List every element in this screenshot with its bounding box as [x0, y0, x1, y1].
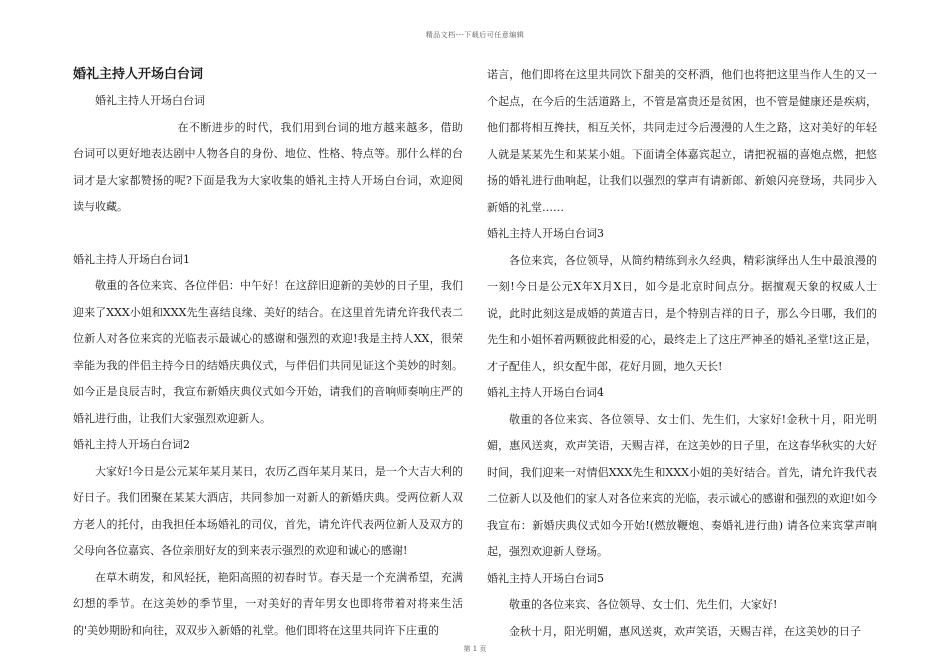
section-heading-2: 婚礼主持人开场白台词2: [73, 438, 190, 451]
section-5-paragraph-2: 金秋十月，阳光明媚，惠风送爽，欢声笑语，天赐吉祥，在这美妙的日子: [509, 624, 861, 638]
document-title: 婚礼主持人开场白台词: [73, 67, 204, 82]
section-1-paragraph: 敬重的各位来宾、各位伴侣：中午好！在这辞旧迎新的美妙的日子里，我们迎来了XXX小姐和XXX先生喜结良缘、美好的结合。在这里首先请允许我代表二位新人对各位来宾的光临表示最诚心的感谢和强烈的欢迎!我是主持人XX，很荣幸能为我的伴侣主持今日的结婚庆典仪式，与伴侣们共同见证这个美妙的时刻。如今正是良辰吉时，我宣布新婚庆典仪式如今开始，请我们的音响师奏响庄严的婚礼进行曲，让我们大家强烈欢迎新人。: [73, 279, 463, 425]
section-2-continuation: 诺言，他们即将在这里共同饮下甜美的交杯酒，他们也将把这里当作人生的又一个起点，在今后的生活道路上，不管是富贵还是贫困，也不管是健康还是疾病，他们都将相互搀扶，相互关怀，共同走过今后漫漫的人生之路，这对美好的年轻人就是某某先生和某某小姐。下面请全体嘉宾起立，请把祝福的喜炮点燃，把悠扬的婚礼进行曲响起，让我们以强烈的掌声有请新郎、新娘闪亮登场，共同步入新婚的礼堂……: [487, 68, 877, 214]
section-heading-4: 婚礼主持人开场白台词4: [487, 386, 604, 399]
page-number: 第 1 页: [463, 645, 487, 653]
section-3-paragraph: 各位来宾，各位领导，从简约精练到永久经典，精彩演绎出人生中最浪漫的一刻!今日是公元X年X月X日，如今是北京时间点分。据擅观天象的权威人士说，此时此刻这是成婚的黄道吉日，是个特别吉祥的日子，那么今日哪，我们的先生和小姐怀着两颗彼此相爱的心，最终走上了这庄严神圣的婚礼圣堂!这正是，才子配佳人，织女配牛郎，花好月圆，地久天长!: [487, 253, 877, 373]
section-heading-3: 婚礼主持人开场白台词3: [487, 227, 604, 240]
intro-paragraph: 在不断进步的时代，我们用到台词的地方越来越多，借助台词可以更好地表达剧中人物各自的身份、地位、性格、特点等。那什么样的台词才是大家都赞扬的呢?下面是我为大家收集的婚礼主持人开场白台词，欢迎阅读与收藏。: [73, 120, 463, 213]
section-heading-5: 婚礼主持人开场白台词5: [487, 571, 604, 585]
section-4-paragraph: 敬重的各位来宾、各位领导、女士们、先生们，大家好!金秋十月，阳光明媚，惠风送爽，欢声笑语，天赐吉祥，在这美妙的日子里，在这春华秋实的大好时间，我们迎来一对情侣XXX先生和XXX小姐的美好结合。首先，请允许我代表二位新人以及他们的家人对各位来宾的光临，表示诚心的感谢和强烈的欢迎!如今我宣布：新婚庆典仪式如今开始!(燃放鞭炮、奏婚礼进行曲) 请各位来宾掌声响起，强烈欢迎新人登场。: [487, 412, 877, 558]
blank-line: [73, 221, 463, 247]
section-5-paragraph-1: 敬重的各位来宾、各位领导、女士们、先生们，大家好!: [509, 598, 778, 611]
section-2-paragraph-1: 大家好!今日是公元某年某月某日，农历乙酉年某月某日，是一个大吉大利的好日子。我们团聚在某某大酒店，共同参加一对新人的新婚庆典。受两位新人双方老人的托付，由我担任本场婚礼的司仪，首先，请允许代表两位新人及双方的父母向各位嘉宾、各位亲朋好友的到来表示强烈的欢迎和诚心的感谢!: [73, 464, 463, 557]
document-subtitle: 婚礼主持人开场白台词: [95, 94, 205, 107]
left-column: [73, 62, 463, 644]
section-heading-1: 婚礼主持人开场白台词1: [73, 252, 190, 266]
right-column: [487, 62, 877, 645]
page-header-note: 精品文档---下载后可任意编辑: [425, 31, 525, 39]
section-2-paragraph-2: 在草木萌发，和风轻抚，艳阳高照的初春时节。春天是一个充满希望，充满幻想的季节。在这美妙的季节里，一对美好的青年男女也即将带着对将来生活的'美妙期盼和向往，双双步入新婚的礼堂。他们即将在这里共同许下庄重的: [73, 570, 463, 637]
